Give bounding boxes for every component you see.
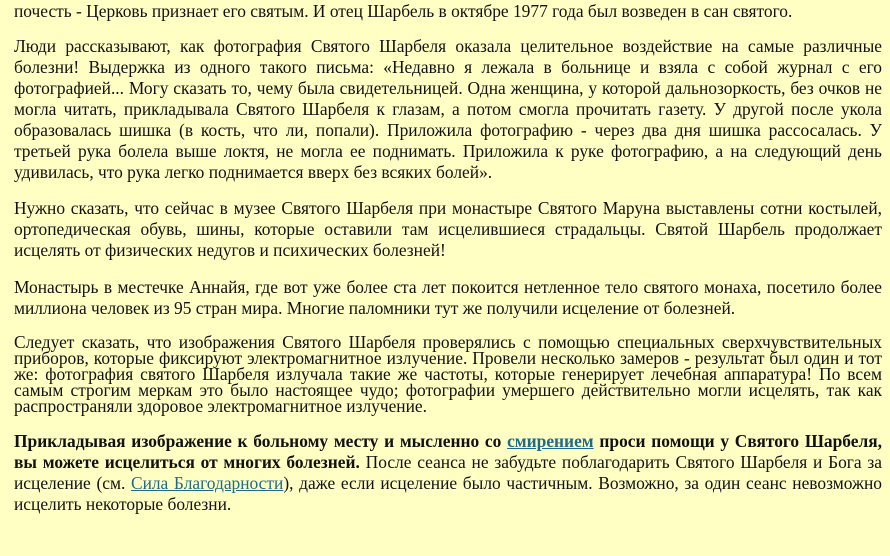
bold-text-part-2: проси помощи у Святого Шарбеля, вы можете исцелиться от многих болезней. [14,431,882,472]
bold-text-part-1: Прикладывая изображение к больному месту и мысленно со [14,431,508,451]
link-humility[interactable]: смирением [507,431,594,451]
paragraph-photo-testimony: Люди рассказывают, как фотография Святого Шарбеля оказала целительное воздействие на самые различные болезни! Выдержка из одного такого письма: «Недавно я лежала в больнице и взяла с собой журнал с его фотографией... Могу сказать то, чему была свидетельницей. Одна женщина, у которой дальнозоркость, без очков не могла читать, прикладывала Святого Шарбеля к глазам, а потом смогла прочитать газету. У другой после укола образовалась шишка (в кость, что ли, попали). Приложила фотографию - через два дня шишка рассосалась. У третьей рука болела выше локтя, не могла ее поднимать. Приложила к руке фотографию, а на следующий день удивилась, что рука легко поднимается вверх без всяких болей». [14,36,882,182]
text-part-2: ), даже если исцеление было частичным. Возможно, за один сеанс невозможно исцелить некоторые болезни. [14,473,882,514]
paragraph-museum: Нужно сказать, что сейчас в музее Святого Шарбеля при монастыре Святого Маруна выставлены сотни костылей, ортопедическая обувь, шины, которые оставили там исцелившиеся страдальцы. Святой Шарбель продолжает исцелять от физических недугов и психических болезней! [14,198,882,260]
paragraph-canonization: почесть - Церковь признает его святым. И отец Шарбель в октябре 1977 года был возведен в сан святого. [14,1,793,21]
paragraph-measurements: Следует сказать, что изображения Святого Шарбеля проверялись с помощью специальных сверхчувствительных приборов, которые фиксируют электромагнитное излучение. Провели несколько замеров - результат был один и тот же: фотография святого Шарбеля излучала такие же частоты, которые генерирует лечебная аппаратура! По всем самым строгим меркам это было настоящее чудо; фотографии умершего действительно могли исцелять, так как распространяли здоровое электромагнитное излучение. [14,332,882,416]
text-part-1: После сеанса не забудьте поблагодарить Святого Шарбеля и Бога за исцеление (см. [14,452,882,493]
paragraph-monastery: Монастырь в местечке Аннайя, где вот уже более ста лет покоится нетленное тело святого монаха, посетило более миллиона человек из 95 стран мира. Многие паломники тут же получили исцеление от болезней. [14,277,882,318]
link-gratitude-power[interactable]: Сила Благодарности [130,473,284,493]
paragraph-healing-advice [14,431,882,515]
